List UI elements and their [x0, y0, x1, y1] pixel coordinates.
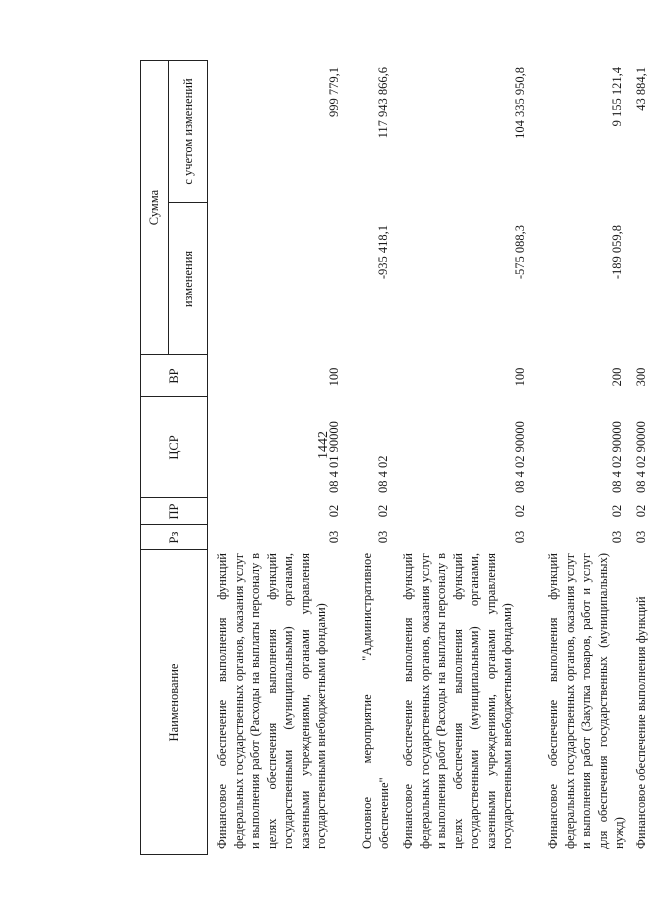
row-csr: 08 4 01 90000: [327, 421, 341, 493]
header-changes: изменения: [180, 250, 195, 308]
row-pr: 02: [634, 504, 648, 518]
row-total: 9 155 121,4: [610, 67, 624, 127]
row-name: Финансовое обеспечение выполнения функций федеральных государственных органов, оказания услуг и выполнения работ (Расходы на выплаты персоналу в целях обеспечения выполнения функций государственными (муниципальными) органами, казенными учреждениями, органами управления государственными внебюджетными фондами): [215, 553, 328, 849]
row-changes: -575 088,3: [513, 225, 527, 280]
budget-table: [140, 60, 648, 855]
row-vr: 100: [327, 367, 341, 387]
row-pr: 02: [513, 504, 527, 518]
row-name: Финансовое обеспечение выполнения функций федеральных государственных органов, оказания услуг и выполнения работ (Расходы на выплаты персоналу в целях обеспечения выполнения функций государственными (муниципальными) органами, казенными учреждениями, органами управления государственными внебюджетными фондами): [401, 553, 514, 849]
header-name: Наименование: [166, 663, 181, 742]
row-rz: 03: [376, 530, 390, 544]
row-rz: 03: [610, 530, 624, 544]
row-csr: 08 4 02 90000: [610, 421, 624, 493]
row-vr: 100: [513, 367, 527, 387]
row-name: Финансовое обеспечение выполнения функций федеральных государственных органов, оказания услуг и выполнения работ (Закупка товаров, работ и услуг для обеспечения государственных (муниципальных) нужд): [546, 553, 626, 849]
row-changes: -935 418,1: [376, 225, 390, 280]
header-sum: Сумма: [146, 189, 161, 226]
row-total: 43 884,1: [634, 67, 648, 111]
row-csr: 08 4 02: [376, 455, 390, 493]
row-pr: 02: [327, 504, 341, 518]
row-rz: 03: [634, 530, 648, 544]
row-pr: 02: [610, 504, 624, 518]
row-changes: -189 059,8: [610, 225, 624, 280]
header-with-changes: с учетом изменений: [180, 78, 195, 185]
header-csr: ЦСР: [166, 435, 181, 460]
header-pr: ПР: [166, 503, 181, 520]
header-rz: Рз: [166, 531, 181, 544]
row-pr: 02: [376, 504, 390, 518]
row-rz: 03: [513, 530, 527, 544]
row-total: 117 943 866,6: [376, 67, 390, 139]
row-total: 999 779,1: [327, 67, 341, 117]
header-vr: ВР: [166, 368, 181, 384]
row-total: 104 335 950,8: [513, 67, 527, 139]
row-vr: 300: [634, 367, 648, 387]
row-csr: 08 4 02 90000: [513, 421, 527, 493]
row-name: Финансовое обеспечение выполнения функций: [634, 596, 648, 849]
row-csr: 08 4 02 90000: [634, 421, 648, 493]
row-name: Основное мероприятие "Административное обеспечение": [360, 553, 391, 849]
page-number: 1442: [316, 431, 331, 459]
row-rz: 03: [327, 530, 341, 544]
row-vr: 200: [610, 367, 624, 387]
